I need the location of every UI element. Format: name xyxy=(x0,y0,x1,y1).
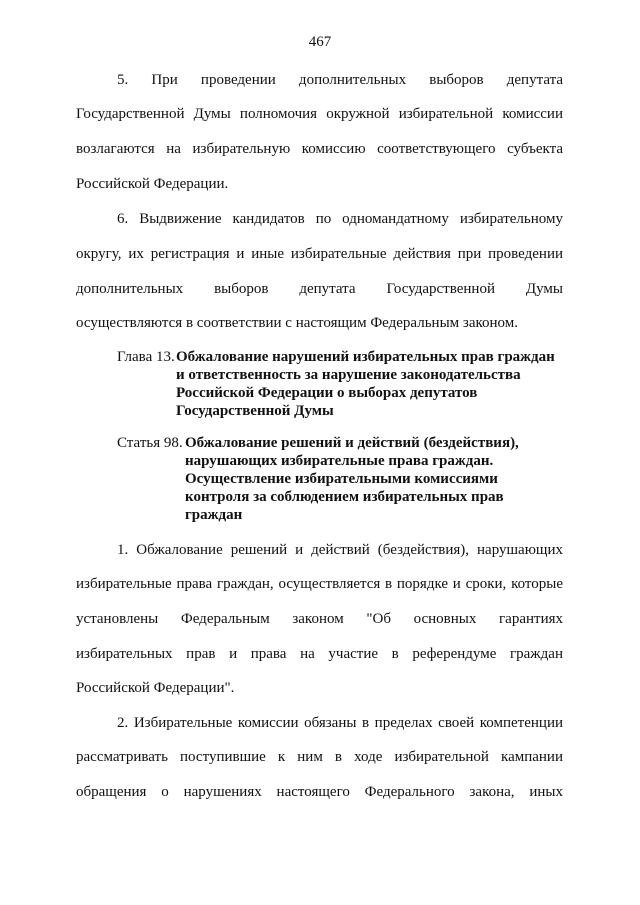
text-line: 6. Выдвижение кандидатов по одномандатному избирательному xyxy=(117,211,563,227)
article-title-line: нарушающих избирательные права граждан. xyxy=(185,453,494,469)
article-heading xyxy=(117,434,567,524)
article-title-line: Осуществление избирательными комиссиями xyxy=(185,471,498,487)
text-line: избирательные права граждан, осуществляется в порядке и сроки, которые xyxy=(76,576,563,592)
chapter-title-line: Государственной Думы xyxy=(176,403,334,419)
text-line: возлагаются на избирательную комиссию соответствующего субъекта xyxy=(76,141,563,157)
text-line: осуществляются в соответствии с настоящим Федеральным законом. xyxy=(76,315,518,331)
text-line: Российской Федерации. xyxy=(76,176,229,192)
page-number: 467 xyxy=(308,34,332,50)
text-line: 2. Избирательные комиссии обязаны в пределах своей компетенции xyxy=(117,715,563,731)
text-line: Российской Федерации". xyxy=(76,680,235,696)
text-line: 5. При проведении дополнительных выборов депутата xyxy=(117,72,563,88)
text-line: рассматривать поступившие к ним в ходе избирательной кампании xyxy=(76,749,563,765)
chapter-label: Глава 13. xyxy=(117,349,175,365)
chapter-heading xyxy=(117,348,567,420)
text-line: обращения о нарушениях настоящего Федерального закона, иных xyxy=(76,784,563,800)
article-title-line: Обжалование решений и действий (бездействия), xyxy=(185,435,519,451)
text-line: Государственной Думы полномочия окружной избирательной комиссии xyxy=(76,106,563,122)
article-label: Статья 98. xyxy=(117,435,183,451)
text-line: установлены Федеральным законом "Об основных гарантиях xyxy=(76,611,563,627)
text-line: округу, их регистрация и иные избирательные действия при проведении xyxy=(76,246,563,262)
article-title-line: контроля за соблюдением избирательных прав xyxy=(185,489,504,505)
text-line: дополнительных выборов депутата Государственной Думы xyxy=(76,281,563,297)
text-line: избирательных прав и права на участие в референдуме граждан xyxy=(76,646,563,662)
chapter-title-line: Обжалование нарушений избирательных прав граждан xyxy=(176,349,555,365)
chapter-title-line: и ответственность за нарушение законодательства xyxy=(176,367,521,383)
article-title-line: граждан xyxy=(185,507,243,523)
text-line: 1. Обжалование решений и действий (бездействия), нарушающих xyxy=(117,542,563,558)
chapter-title-line: Российской Федерации о выборах депутатов xyxy=(176,385,478,401)
